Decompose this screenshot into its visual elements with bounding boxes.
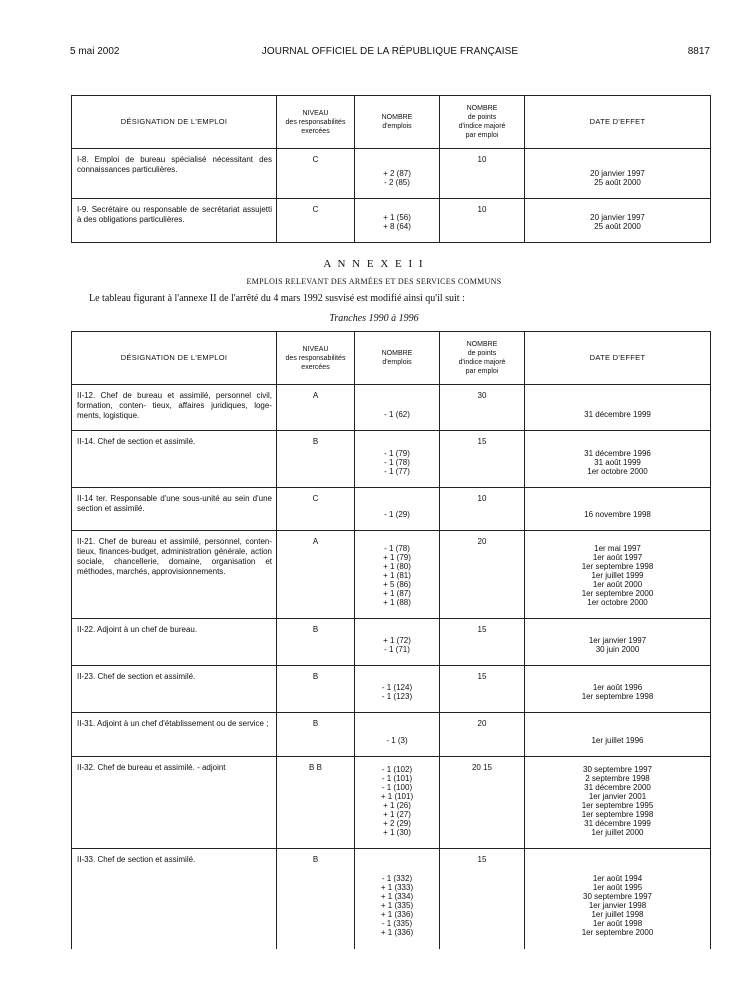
cell-designation: I-8. Emploi de bureau spécialisé nécessitant des connaissances particulières. bbox=[72, 149, 277, 199]
table-annex-2 bbox=[71, 331, 711, 949]
nombre-line: + 1 (335) bbox=[380, 901, 414, 910]
journal-title: JOURNAL OFFICIEL DE LA RÉPUBLIQUE FRANÇAISE bbox=[261, 46, 519, 57]
cell-nombre bbox=[355, 619, 440, 666]
cell-points: 15 bbox=[440, 849, 525, 949]
nombre-line: - 1 (100) bbox=[381, 783, 413, 792]
cell-dates bbox=[525, 666, 711, 713]
issue-date: 5 mai 2002 bbox=[70, 46, 120, 57]
nombre-line: - 1 (102) bbox=[381, 765, 413, 774]
col-header-niveau bbox=[277, 332, 355, 385]
cell-niveau: C bbox=[277, 149, 355, 199]
nombre-line: + 1 (80) bbox=[383, 562, 411, 571]
cell-points: 20 15 bbox=[440, 757, 525, 849]
cell-nombre bbox=[355, 666, 440, 713]
col-header-points bbox=[440, 96, 525, 149]
nombre-line: - 1 (335) bbox=[381, 919, 413, 928]
nombre-line: + 1 (30) bbox=[383, 828, 411, 837]
cell-points: 15 bbox=[440, 431, 525, 488]
header-line: NOMBRE bbox=[381, 350, 413, 357]
page-number: 8817 bbox=[687, 46, 710, 57]
date-line: 1er mai 1997 bbox=[594, 544, 641, 553]
cell-designation: II-21. Chef de bureau et assimilé, personnel, conten- tieux, finances-budget, administration générale, action sociale, chancellerie, domaine, organisation et méthodes, marchés, approvisionnements. bbox=[72, 531, 277, 619]
date-line: 1er septembre 2000 bbox=[581, 928, 654, 937]
cell-designation: II-14 ter. Responsable d'une sous-unité au sein d'une section et assimilé. bbox=[72, 488, 277, 531]
cell-dates bbox=[525, 619, 711, 666]
date-line: 1er juillet 1998 bbox=[591, 910, 644, 919]
nombre-line: - 2 (85) bbox=[384, 178, 410, 187]
date-line: 1er septembre 1995 bbox=[581, 801, 654, 810]
cell-niveau: B bbox=[277, 619, 355, 666]
nombre-line: + 1 (88) bbox=[383, 598, 411, 607]
date-line: 30 juin 2000 bbox=[595, 645, 640, 654]
table-row bbox=[72, 385, 711, 431]
date-line: 1er septembre 1998 bbox=[581, 562, 654, 571]
cell-points: 10 bbox=[440, 488, 525, 531]
date-line: 1er août 1995 bbox=[592, 883, 643, 892]
cell-designation: II-31. Adjoint à un chef d'établissement ou de service ; bbox=[72, 713, 277, 757]
date-line: 20 janvier 1997 bbox=[590, 169, 645, 178]
cell-points: 20 bbox=[440, 713, 525, 757]
date-line: 1er octobre 2000 bbox=[587, 598, 648, 607]
date-line: 1er août 1996 bbox=[592, 683, 643, 692]
cell-dates bbox=[525, 713, 711, 757]
date-line: 31 août 1999 bbox=[594, 458, 641, 467]
col-header-niveau bbox=[277, 96, 355, 149]
header-line: de points bbox=[467, 114, 497, 121]
nombre-line: + 1 (26) bbox=[383, 801, 411, 810]
date-line: 1er juillet 2000 bbox=[591, 828, 644, 837]
header-line: d'indice majoré bbox=[458, 359, 506, 366]
nombre-line: + 8 (64) bbox=[383, 222, 411, 231]
nombre-line: + 2 (87) bbox=[383, 169, 411, 178]
tranches-label: Tranches 1990 à 1996 bbox=[329, 313, 419, 324]
nombre-line: - 1 (77) bbox=[384, 467, 410, 476]
date-line: 31 décembre 1999 bbox=[584, 819, 651, 828]
cell-designation: II-32. Chef de bureau et assimilé. - adjoint bbox=[72, 757, 277, 849]
date-line: 30 septembre 1997 bbox=[583, 765, 652, 774]
header-line: de points bbox=[467, 350, 497, 357]
table-row bbox=[72, 149, 711, 199]
date-line: 1er octobre 2000 bbox=[587, 467, 648, 476]
cell-niveau: B bbox=[277, 431, 355, 488]
cell-niveau: B B bbox=[277, 757, 355, 849]
cell-nombre bbox=[355, 488, 440, 531]
cell-nombre bbox=[355, 531, 440, 619]
table-row bbox=[72, 713, 711, 757]
date-line: 1er janvier 2001 bbox=[588, 792, 647, 801]
nombre-line: + 1 (72) bbox=[383, 636, 411, 645]
nombre-line: - 1 (101) bbox=[381, 774, 413, 783]
nombre-line: - 1 (78) bbox=[384, 458, 410, 467]
date-line: 31 décembre 1996 bbox=[584, 449, 651, 458]
cell-nombre bbox=[355, 149, 440, 199]
header-line: des responsabilités bbox=[285, 354, 346, 362]
nombre-line: + 1 (81) bbox=[383, 571, 411, 580]
col-header-designation: DÉSIGNATION DE L'EMPLOI bbox=[72, 332, 277, 385]
col-header-points bbox=[440, 332, 525, 385]
cell-dates bbox=[525, 431, 711, 488]
nombre-line: + 1 (56) bbox=[383, 213, 411, 222]
nombre-line: + 1 (101) bbox=[380, 792, 414, 801]
header-line: NOMBRE bbox=[466, 105, 498, 112]
cell-dates bbox=[525, 488, 711, 531]
date-line: 1er août 2000 bbox=[592, 580, 643, 589]
date-line: 1er janvier 1997 bbox=[588, 636, 647, 645]
date-line: 1er août 1997 bbox=[592, 553, 643, 562]
date-line: 25 août 2000 bbox=[594, 222, 641, 231]
cell-designation: II-12. Chef de bureau et assimilé, personnel civil, formation, conten- tieux, affaires juridiques, loge- ments, logistique. bbox=[72, 385, 277, 431]
cell-niveau: B bbox=[277, 849, 355, 949]
annex-subtitle: EMPLOIS RELEVANT DES ARMÉES ET DES SERVICES COMMUNS bbox=[246, 277, 502, 286]
nombre-line: - 1 (123) bbox=[381, 692, 413, 701]
table-row bbox=[72, 488, 711, 531]
cell-nombre bbox=[355, 849, 440, 949]
date-line: 25 août 2000 bbox=[594, 178, 641, 187]
cell-designation: II-14. Chef de section et assimilé. bbox=[72, 431, 277, 488]
header-line: NIVEAU bbox=[302, 345, 329, 353]
table-row bbox=[72, 757, 711, 849]
nombre-line: + 1 (336) bbox=[380, 928, 414, 937]
header-line: par emploi bbox=[465, 368, 499, 375]
cell-points: 10 bbox=[440, 199, 525, 243]
nombre-line: - 1 (332) bbox=[381, 874, 413, 883]
cell-nombre bbox=[355, 431, 440, 488]
cell-niveau: C bbox=[277, 199, 355, 243]
table-row bbox=[72, 619, 711, 666]
cell-points: 15 bbox=[440, 619, 525, 666]
table-row bbox=[72, 199, 711, 243]
nombre-line: + 1 (87) bbox=[383, 589, 411, 598]
nombre-line: - 1 (3) bbox=[386, 736, 408, 745]
header-line: des responsabilités bbox=[285, 118, 346, 126]
date-line: 1er septembre 1998 bbox=[581, 692, 654, 701]
page-header bbox=[70, 46, 710, 60]
cell-points: 10 bbox=[440, 149, 525, 199]
date-line: 1er août 1994 bbox=[592, 874, 643, 883]
cell-nombre bbox=[355, 713, 440, 757]
header-line: NOMBRE bbox=[381, 114, 413, 121]
col-header-date: DATE D'EFFET bbox=[525, 96, 711, 149]
table-row bbox=[72, 431, 711, 488]
nombre-line: - 1 (79) bbox=[384, 449, 410, 458]
nombre-line: + 1 (333) bbox=[380, 883, 414, 892]
col-header-nombre bbox=[355, 96, 440, 149]
header-line: d'emplois bbox=[382, 123, 412, 130]
date-line: 20 janvier 1997 bbox=[590, 213, 645, 222]
nombre-line: + 1 (27) bbox=[383, 810, 411, 819]
header-line: par emploi bbox=[465, 132, 499, 139]
date-line: 16 novembre 1998 bbox=[584, 510, 651, 519]
cell-designation: II-22. Adjoint à un chef de bureau. bbox=[72, 619, 277, 666]
nombre-line: - 1 (71) bbox=[384, 645, 410, 654]
header-line: NIVEAU bbox=[302, 109, 329, 117]
date-line: 2 septembre 1998 bbox=[585, 774, 650, 783]
cell-designation: II-23. Chef de section et assimilé. bbox=[72, 666, 277, 713]
date-line: 1er septembre 2000 bbox=[581, 589, 654, 598]
nombre-line: + 1 (336) bbox=[380, 910, 414, 919]
table-annex-1 bbox=[71, 95, 711, 243]
nombre-line: - 1 (78) bbox=[384, 544, 410, 553]
date-line: 31 décembre 1999 bbox=[584, 410, 651, 419]
cell-niveau: C bbox=[277, 488, 355, 531]
col-header-nombre bbox=[355, 332, 440, 385]
nombre-line: + 2 (29) bbox=[383, 819, 411, 828]
header-line: exercées bbox=[301, 363, 330, 371]
header-line: d'emplois bbox=[382, 359, 412, 366]
cell-niveau: B bbox=[277, 666, 355, 713]
cell-points: 30 bbox=[440, 385, 525, 431]
cell-dates bbox=[525, 149, 711, 199]
nombre-line: - 1 (62) bbox=[384, 410, 410, 419]
annex-text: Le tableau figurant à l'annexe II de l'arrêté du 4 mars 1992 susvisé est modifié ainsi qu'il suit : bbox=[89, 293, 465, 304]
date-line: 1er juillet 1999 bbox=[591, 571, 644, 580]
header-line: d'indice majoré bbox=[458, 123, 506, 130]
date-line: 31 décembre 2000 bbox=[584, 783, 651, 792]
cell-niveau: A bbox=[277, 385, 355, 431]
date-line: 1er juillet 1996 bbox=[591, 736, 644, 745]
cell-nombre bbox=[355, 757, 440, 849]
cell-points: 20 bbox=[440, 531, 525, 619]
header-line: exercées bbox=[301, 127, 330, 135]
cell-designation: II-33. Chef de section et assimilé. bbox=[72, 849, 277, 949]
cell-points: 15 bbox=[440, 666, 525, 713]
table-row bbox=[72, 849, 711, 949]
cell-designation: I-9. Secrétaire ou responsable de secrétariat assujetti à des obligations particulières. bbox=[72, 199, 277, 243]
cell-dates bbox=[525, 199, 711, 243]
date-line: 1er août 1998 bbox=[592, 919, 643, 928]
cell-dates bbox=[525, 849, 711, 949]
cell-nombre bbox=[355, 385, 440, 431]
annex-title: A N N E X E I I bbox=[323, 258, 425, 270]
cell-nombre bbox=[355, 199, 440, 243]
cell-dates bbox=[525, 385, 711, 431]
cell-dates bbox=[525, 531, 711, 619]
date-line: 30 septembre 1997 bbox=[583, 892, 652, 901]
cell-dates bbox=[525, 757, 711, 849]
nombre-line: - 1 (124) bbox=[381, 683, 413, 692]
date-line: 1er septembre 1998 bbox=[581, 810, 654, 819]
nombre-line: + 5 (86) bbox=[383, 580, 411, 589]
cell-niveau: A bbox=[277, 531, 355, 619]
table-row bbox=[72, 666, 711, 713]
header-line: NOMBRE bbox=[466, 341, 498, 348]
col-header-date: DATE D'EFFET bbox=[525, 332, 711, 385]
nombre-line: + 1 (334) bbox=[380, 892, 414, 901]
date-line: 1er janvier 1998 bbox=[588, 901, 647, 910]
table-row bbox=[72, 531, 711, 619]
nombre-line: + 1 (79) bbox=[383, 553, 411, 562]
cell-niveau: B bbox=[277, 713, 355, 757]
col-header-designation: DÉSIGNATION DE L'EMPLOI bbox=[72, 96, 277, 149]
nombre-line: - 1 (29) bbox=[384, 510, 410, 519]
